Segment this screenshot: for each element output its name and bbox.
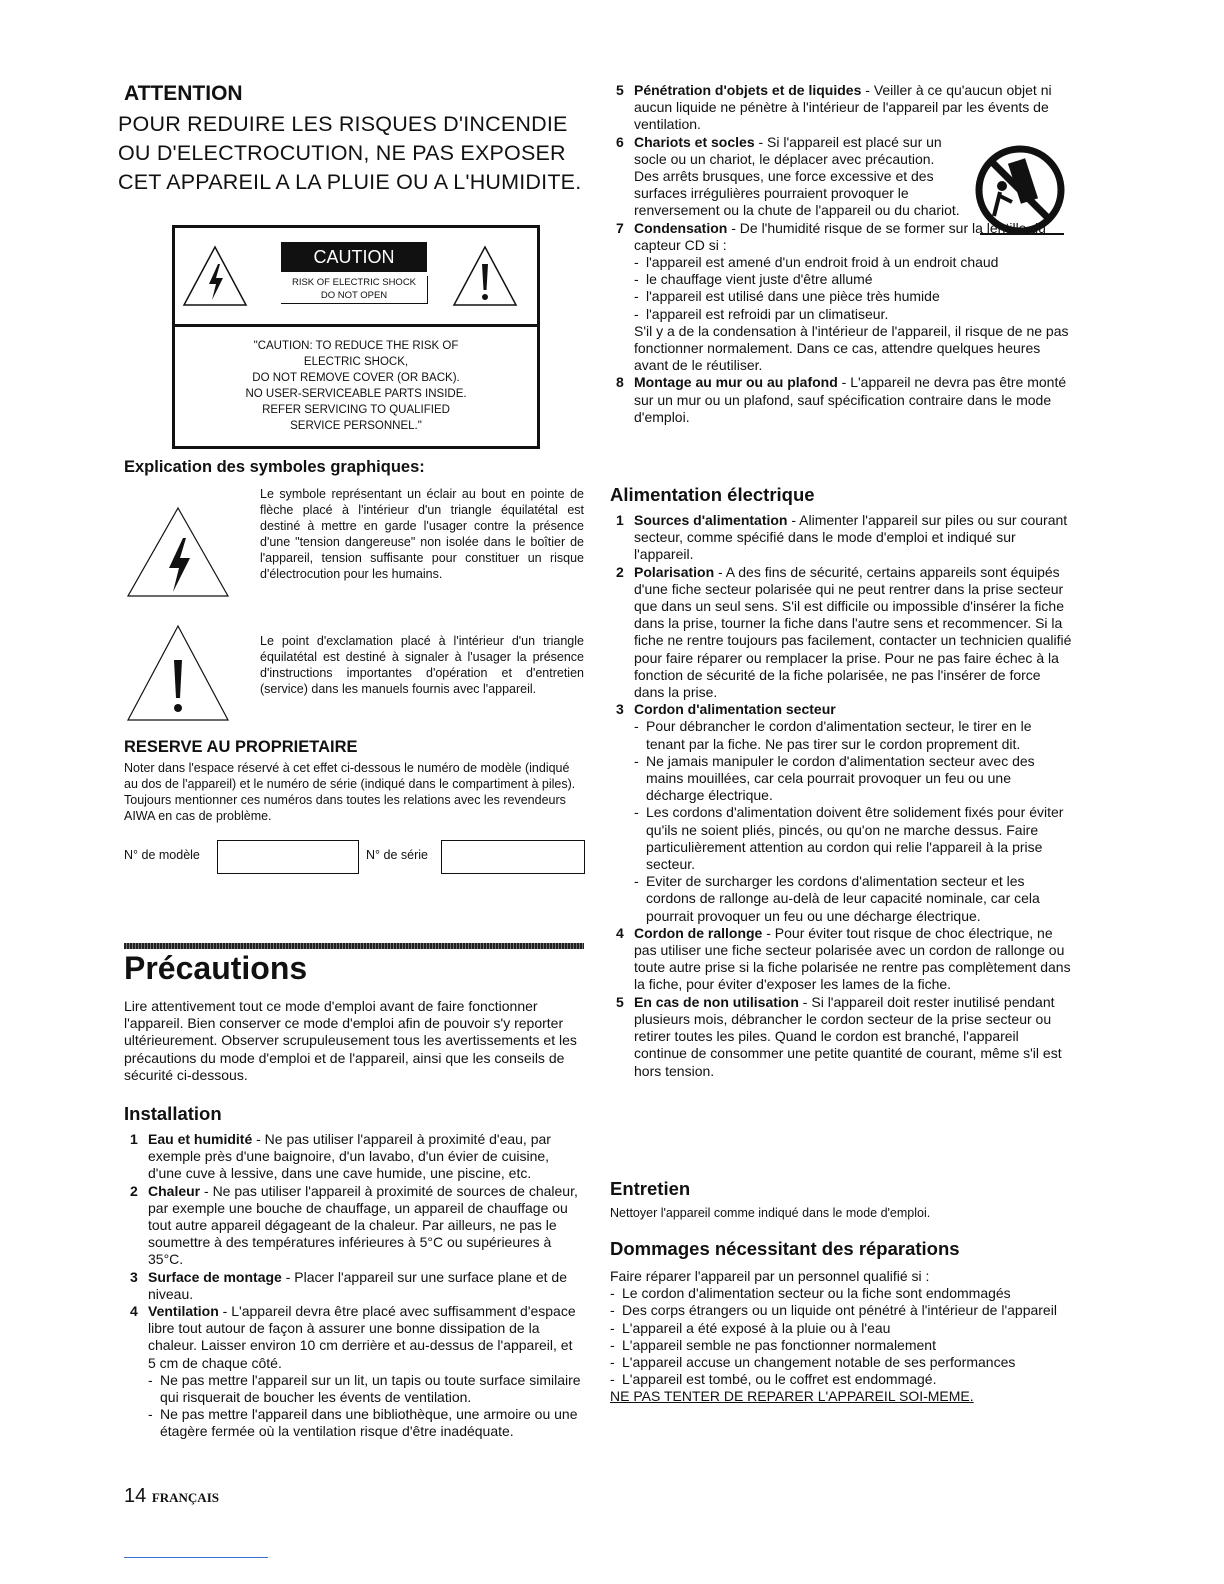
item-number: 3 — [130, 1268, 138, 1285]
right-column-top — [610, 82, 1070, 426]
item-heading: Ventilation — [148, 1303, 219, 1320]
serial-label: N° de série — [366, 848, 428, 862]
list-dash: - Des corps étrangers ou un liquide ont pénétré à l'intérieur de l'appareil — [610, 1302, 1062, 1319]
model-number-field[interactable] — [217, 840, 359, 874]
item-number: 1 — [616, 512, 624, 528]
item-number: 3 — [616, 701, 624, 718]
item-heading: Condensation — [634, 219, 728, 236]
list-item — [124, 1131, 584, 1183]
cart-tipover-icon — [972, 142, 1068, 238]
item-text: - Si l'appareil est placé sur un socle ou un chariot, le déplacer avec précaution. — [634, 133, 942, 167]
serial-number-field[interactable] — [441, 840, 585, 874]
caution-box — [172, 225, 540, 449]
item-number: 4 — [130, 1303, 138, 1320]
reserve-text: Noter dans l'espace réservé à cet effet ci-dessous le numéro de modèle (indiqué au dos de l'appareil) et le numéro de série (indiqué dans le compartiment à piles). Toujours mentionner ces numéros dans toutes les relations avec les revendeurs AIWA en cas de problème. — [124, 761, 576, 823]
list-dash: - Ne jamais manipuler le cordon d'alimentation secteur avec des mains mouillées, car cela pourrait provoquer un feu ou une décharge électrique. — [634, 753, 1072, 805]
list-dash: - l'appareil est refroidi par un climatiseur. — [634, 306, 1070, 323]
item-heading: En cas de non utilisation — [634, 993, 799, 1010]
item-heading: Surface de montage — [148, 1268, 282, 1285]
item-text: Des arrêts brusques, une force excessive et des surfaces irrégulières pourraient provoquer le renversement ou la chute de l'appareil ou du chariot. — [634, 168, 960, 219]
list-dash: - Eviter de surcharger les cordons d'alimentation secteur et les cordons de rallonge au-delà de leur capacité nominale, car cela pourrait provoquer un feu ou une décharge électrique. — [634, 873, 1072, 925]
precautions-title: Précautions — [124, 950, 308, 986]
list-dash: - Ne pas mettre l'appareil sur un lit, un tapis ou toute surface similaire qui risquerait de boucher les évents de ventilation. — [148, 1372, 584, 1406]
list-dash: - Pour débrancher le cordon d'alimentation secteur, le tirer en le tenant par la fiche. Ne pas tirer sur le cordon proprement dit. — [634, 718, 1072, 752]
dommages-title: Dommages nécessitant des réparations — [610, 1238, 960, 1259]
list-item — [610, 564, 1072, 702]
caution-text-line: NO USER-SERVICEABLE PARTS INSIDE. — [245, 388, 467, 400]
exclamation-warning-icon — [451, 244, 519, 308]
item-heading: Chaleur — [148, 1182, 201, 1199]
caution-text-line: REFER SERVICING TO QUALIFIED — [262, 404, 450, 416]
item-number: 2 — [616, 563, 624, 580]
item-heading: Cordon d'alimentation secteur — [634, 701, 836, 718]
alimentation-list — [610, 512, 1072, 1080]
item-text: - A des fins de sécurité, certains appareils sont équipés d'une fiche secteur polarisée qui ne peut rentrer dans la prise secteur que dans un seul sens. S'il est difficile ou impossible d'insérer la fiche dans la prise, tourner la fiche dans l'autre sens et recommencer. Si la fiche ne rentre toujours pas facilement, contacter un technicien qualifié pour faire réparer ou remplacer la prise. Pour ne pas faire échec à la fonction de sécurité de la fiche polarisée, ne pas l'insérer de force dans la prise. — [634, 563, 1072, 701]
list-item — [610, 512, 1072, 564]
page-footer — [124, 1485, 219, 1508]
item-text: - L'appareil ne devra pas être monté sur un mur ou un plafond, sauf spécification contraire dans le mode d'emploi. — [634, 374, 1067, 425]
list-dash: - L'appareil a été exposé à la pluie ou à l'eau — [610, 1320, 1062, 1337]
entretien-text: Nettoyer l'appareil comme indiqué dans le mode d'emploi. — [610, 1206, 931, 1220]
caution-text — [175, 338, 537, 434]
list-item — [610, 82, 1070, 134]
exclamation-explanation: Le point d'exclamation placé à l'intérieur d'un triangle équilatétal est destiné à signaler à l'usager la présence d'instructions importantes d'opération et d'entretien (service) dans les manuels fournis avec l'appareil. — [260, 634, 584, 696]
item-number: 6 — [616, 133, 624, 150]
item-number: 7 — [616, 219, 624, 236]
item-heading: Sources d'alimentation — [634, 512, 788, 528]
attention-title: ATTENTION — [124, 82, 243, 105]
list-item — [610, 374, 1070, 426]
list-dash: - L'appareil est tombé, ou le coffret est endommagé. — [610, 1371, 1062, 1388]
item-text: - Si l'appareil doit rester inutilisé pendant plusieurs mois, débrancher le cordon secteur de la prise secteur ou retirer toutes les piles. Quand le cordon est branché, l'appareil continue de consommer une petite quantité de courant, même s'il est hors tension. — [634, 993, 1062, 1079]
item-text: - Ne pas utiliser l'appareil à proximité d'eau, par exemple près d'une baignoire, d'un lavabo, d'un évier de cuisine, d'une cuve à lessive, dans une cave humide, une piscine, etc. — [148, 1131, 551, 1182]
list-dash: - Le cordon d'alimentation secteur ou la fiche sont endommagés — [610, 1285, 1062, 1302]
item-text: - Veiller à ce qu'aucun objet ni aucun liquide ne pénètre à l'intérieur de l'appareil par les évents de ventilation. — [634, 82, 1052, 133]
item-number: 5 — [616, 993, 624, 1010]
reserve-title: RESERVE AU PROPRIETAIRE — [124, 738, 358, 756]
item-number: 1 — [130, 1131, 138, 1147]
list-item — [610, 925, 1072, 994]
lightning-warning-icon — [181, 244, 249, 308]
item-heading: Pénétration d'objets et de liquides — [634, 82, 862, 98]
list-dash: - Les cordons d'alimentation doivent être solidement fixés pour éviter qu'ils ne soient pliés, pincés, ou qu'on ne marche dessus. Faire particulièrement attention au cordon qui relie l'appareil à la prise secteur. — [634, 804, 1072, 873]
dommages-final-warning: NE PAS TENTER DE REPARER L'APPAREIL SOI-MEME. — [610, 1388, 974, 1405]
list-dash: - l'appareil est utilisé dans une pièce très humide — [634, 288, 1070, 305]
footer-language: FRANÇAIS — [151, 1490, 219, 1505]
list-item — [124, 1269, 584, 1303]
list-dash: - Ne pas mettre l'appareil dans une bibliothèque, une armoire ou une étagère fermée où la ventilation risque d'être inadéquate. — [148, 1406, 584, 1440]
item-text: S'il y a de la condensation à l'intérieur de l'appareil, il risque de ne pas fonctionner normalement. Dans ce cas, attendre quelques heures avant de le réutiliser. — [634, 322, 1069, 374]
alimentation-title: Alimentation électrique — [610, 484, 815, 505]
item-text: - Ne pas utiliser l'appareil à proximité de sources de chaleur, par exemple une bouche de chauffage, un appareil de chauffage ou tout autre appareil dégageant de la chaleur. Par ailleurs, ne pas le soumettre à des températures inférieures à 5°C ou supérieures à 35°C. — [148, 1182, 578, 1268]
item-number: 8 — [616, 374, 624, 391]
caution-box-top — [175, 228, 537, 327]
caution-risk-line2: DO NOT OPEN — [320, 290, 388, 301]
list-item — [124, 1303, 584, 1441]
list-dash: - l'appareil est amené d'un endroit froid à un endroit chaud — [634, 254, 1070, 271]
model-label: N° de modèle — [124, 848, 200, 862]
attention-warning: POUR REDUIRE LES RISQUES D'INCENDIE OU D'ELECTROCUTION, NE PAS EXPOSER CET APPAREIL A LA PLUIE OU A L'HUMIDITE. — [118, 112, 582, 194]
list-dash: - L'appareil semble ne pas fonctionner normalement — [610, 1337, 1062, 1354]
item-text: - Pour éviter tout risque de choc électrique, ne pas utiliser une fiche secteur polarisée avec un cordon de rallonge ou toute autre prise si la fiche polarisée ne rentre pas complètement dans la fiche, pour éviter d'exposer les lames de la fiche. — [634, 924, 1071, 993]
list-dash: - le chauffage vient juste d'être allumé — [634, 271, 1070, 288]
page-number: 14 — [124, 1485, 147, 1507]
item-heading: Eau et humidité — [148, 1131, 253, 1147]
lightning-symbol-icon — [126, 506, 230, 598]
precautions-rule — [124, 943, 584, 949]
footer-link-rule — [124, 1557, 268, 1558]
dommages-list — [610, 1268, 1062, 1406]
item-text: - L'appareil devra être placé avec suffisamment d'espace libre tout autour de façon à assurer une bonne dissipation de la chaleur. Laisser environ 10 cm derrière et au-dessus de l'appareil, et 5 cm de chaque côté. — [148, 1303, 576, 1371]
exclamation-symbol-icon — [126, 624, 230, 722]
caution-text-line: ELECTRIC SHOCK, — [303, 356, 409, 368]
item-heading: Polarisation — [634, 563, 715, 580]
list-dash: - L'appareil accuse un changement notable de ses performances — [610, 1354, 1062, 1371]
caution-text-line: DO NOT REMOVE COVER (OR BACK). — [252, 372, 460, 384]
list-item — [610, 994, 1072, 1080]
item-text: - Placer l'appareil sur une surface plane et de niveau. — [148, 1268, 567, 1302]
list-item — [124, 1183, 584, 1269]
list-item — [610, 220, 1070, 375]
item-heading: Cordon de rallonge — [634, 924, 763, 941]
item-text: - De l'humidité risque de se former sur la lentille du capteur CD si : — [634, 219, 1046, 253]
installation-title: Installation — [124, 1103, 222, 1124]
item-text: - Alimenter l'appareil sur piles ou sur courant secteur, comme spécifié dans le mode d'emploi et indiqué sur l'appareil. — [634, 512, 1068, 563]
caution-text-line: "CAUTION: TO REDUCE THE RISK OF — [253, 340, 459, 352]
caution-banner — [281, 242, 427, 272]
caution-banner-text: CAUTION — [313, 247, 395, 267]
installation-list — [124, 1131, 584, 1441]
item-heading: Montage au mur ou au plafond — [634, 374, 838, 391]
entretien-title: Entretien — [610, 1178, 691, 1199]
precautions-intro: Lire attentivement tout ce mode d'emploi avant de faire fonctionner l'appareil. Bien conserver ce mode d'emploi afin de pouvoir s'y reporter ultérieurement. Observer scrupuleusement tous les avertissements et les précautions du mode d'emploi et de l'appareil, ainsi que les conseils de sécurité ci-dessous. — [124, 998, 577, 1083]
item-number: 4 — [616, 924, 624, 941]
item-number: 2 — [130, 1182, 138, 1199]
caution-text-line: SERVICE PERSONNEL." — [290, 420, 422, 432]
caution-risk-line1: RISK OF ELECTRIC SHOCK — [291, 277, 417, 288]
item-number: 5 — [616, 82, 624, 98]
dommages-intro: Faire réparer l'appareil par un personnel qualifié si : — [610, 1268, 930, 1284]
symbols-title: Explication des symboles graphiques: — [124, 458, 425, 476]
lightning-explanation: Le symbole représentant un éclair au bout en pointe de flèche placé à l'intérieur d'un triangle équilatétal est destiné à mettre en garde l'usager contre la présence d'une "tension dangereuse" non isolée dans le boîtier de l'appareil, tension suffisante pour constituer un risque d'électrocution pour les humains. — [260, 487, 584, 581]
list-item — [610, 701, 1072, 925]
item-heading: Chariots et socles — [634, 133, 755, 150]
